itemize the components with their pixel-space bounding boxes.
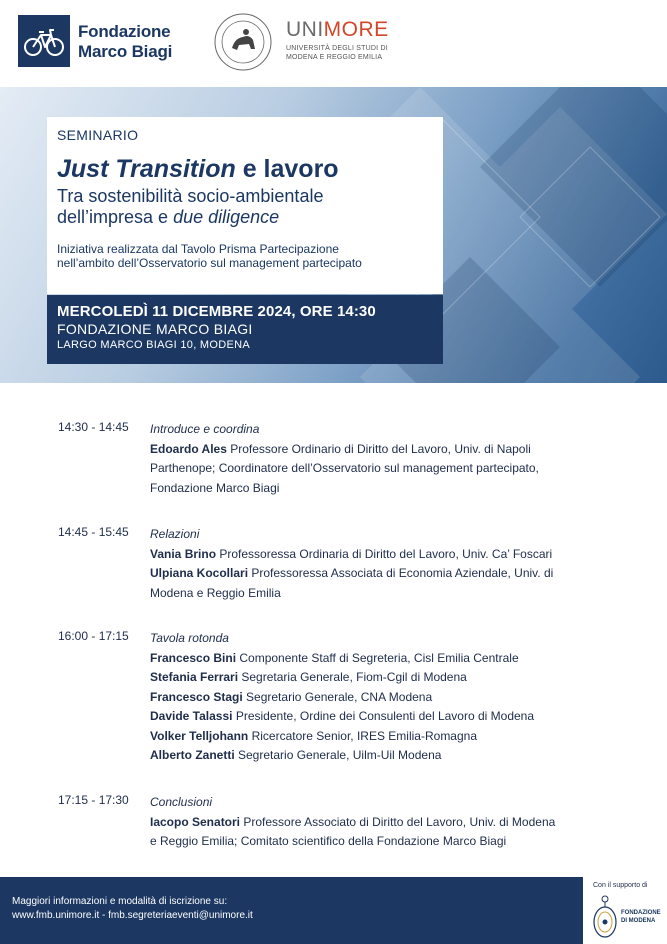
speaker-role-cont: Parthenope; Coordinatore dell’Osservatorio sul management partecipato, [150, 461, 539, 475]
speaker-role: Segretaria Generale, Fiom-Cgil di Modena [238, 670, 467, 684]
session-heading: Relazioni [150, 527, 200, 541]
speaker [150, 707, 620, 727]
speaker-name: Stefania Ferrari [150, 670, 239, 684]
sponsor-block [583, 877, 667, 944]
speaker-role: Segretario Generale, CNA Modena [242, 689, 433, 704]
session-block [150, 525, 620, 603]
speaker-role-cont: Modena e Reggio Emilia [150, 585, 281, 600]
title-panel [47, 117, 443, 294]
speaker [150, 545, 620, 565]
footer-info [0, 877, 583, 944]
unimore-logo [286, 18, 389, 62]
speaker-name: Volker Telljohann [150, 728, 249, 743]
seminar-title-rest: e lavoro [235, 155, 339, 183]
event-address: LARGO MARCO BIAGI 10, MODENA [57, 339, 250, 351]
speaker [150, 440, 620, 460]
session-heading: Introduce e coordina [150, 422, 260, 436]
session-time: 16:00 - 17:15 [58, 629, 129, 643]
speaker-name: Edoardo Ales [150, 441, 227, 456]
fmb-name-line2: Marco Biagi [78, 42, 173, 61]
initiative-line2: nell’ambito dell’Osservatorio sul management partecipato [57, 256, 362, 270]
event-venue: FONDAZIONE MARCO BIAGI [57, 321, 253, 337]
fmb-name-line1: Fondazione [78, 22, 171, 41]
footer-info-line1: Maggiori informazioni e modalità di iscrizione su: [12, 896, 228, 907]
university-seal-icon [213, 12, 273, 72]
subtitle-line1: Tra sostenibilità socio-ambientale [57, 186, 324, 206]
session-block [150, 420, 620, 498]
speaker-name: Francesco Stagi [150, 689, 243, 704]
subtitle-line2 [57, 207, 433, 228]
fmb-name [78, 22, 172, 62]
seminar-title-italic: Just Transition [57, 155, 236, 183]
speaker-role: Professore Associato di Diritto del Lavoro, Univ. di Modena [240, 814, 556, 829]
speaker-role: Professoressa Ordinaria di Diritto del Lavoro, Univ. Ca’ Foscari [216, 546, 553, 561]
speaker-role: Componente Staff di Segreteria, Cisl Emilia Centrale [236, 650, 519, 665]
speaker-name: Francesco Bini [150, 650, 237, 665]
sponsor-name-line1: FONDAZIONE [621, 910, 661, 916]
seminar-title [57, 155, 433, 183]
fondazione-marco-biagi-logo [18, 15, 178, 67]
speaker-role: Segretario Generale, Uilm-Uil Modena [234, 748, 442, 762]
footer-contact-links[interactable]: www.fmb.unimore.it - fmb.segreteriaeventi@unimore.it [12, 910, 253, 921]
bicycle-icon [18, 15, 70, 67]
seminar-subtitle [57, 186, 433, 228]
speaker-name: Iacopo Senatori [150, 814, 241, 829]
speaker [150, 668, 620, 688]
unimore-sub-line1: UNIVERSITÀ DEGLI STUDI DI [286, 45, 388, 52]
subtitle-line2-italic: due diligence [173, 207, 280, 227]
speaker-role: Professoressa Associata di Economia Aziendale, Univ. di [248, 566, 554, 580]
initiative-line1: Iniziativa realizzata dal Tavolo Prisma Partecipazione [57, 242, 339, 256]
unimore-sub-line2: MODENA E REGGIO EMILIA [286, 54, 383, 61]
fondazione-modena-emblem-icon [593, 893, 617, 939]
speaker [150, 649, 620, 669]
event-date: MERCOLEDÌ 11 DICEMBRE 2024, ORE 14:30 [57, 303, 376, 320]
speaker-role-cont: Fondazione Marco Biagi [150, 480, 280, 495]
session-heading: Tavola rotonda [150, 631, 229, 645]
speaker-name: Ulpiana Kocollari [150, 566, 249, 580]
seminar-label: SEMINARIO [57, 127, 139, 143]
initiative-text [57, 242, 433, 270]
unimore-more: MORE [323, 18, 389, 41]
speaker [150, 746, 620, 766]
sponsor-name-line2: DI MODENA [621, 918, 656, 924]
subtitle-line2-plain: dell’impresa e [57, 207, 174, 227]
session-heading: Conclusioni [150, 795, 213, 809]
session-time: 17:15 - 17:30 [58, 793, 129, 807]
speaker-role: Presidente, Ordine dei Consulenti del Lavoro di Modena [232, 709, 535, 723]
speaker-name: Alberto Zanetti [150, 748, 235, 762]
speaker-role: Professore Ordinario di Diritto del Lavoro, Univ. di Napoli [226, 441, 531, 456]
speaker [150, 727, 620, 747]
speaker [150, 688, 620, 708]
event-details [47, 295, 443, 364]
speaker-name: Vania Brino [150, 546, 217, 561]
speaker-role-cont: e Reggio Emilia; Comitato scientifico della Fondazione Marco Biagi [150, 834, 507, 848]
sponsor-name [621, 909, 661, 925]
support-label: Con il supporto di [593, 882, 648, 889]
speaker-name: Davide Talassi [150, 709, 233, 723]
session-block [150, 629, 620, 766]
unimore-uni: UNI [286, 18, 324, 41]
session-time: 14:30 - 14:45 [58, 420, 129, 434]
session-block [150, 793, 620, 852]
speaker [150, 813, 620, 833]
session-time: 14:45 - 15:45 [58, 525, 129, 539]
speaker-role: Ricercatore Senior, IRES Emilia-Romagna [248, 728, 478, 743]
speaker [150, 564, 620, 584]
